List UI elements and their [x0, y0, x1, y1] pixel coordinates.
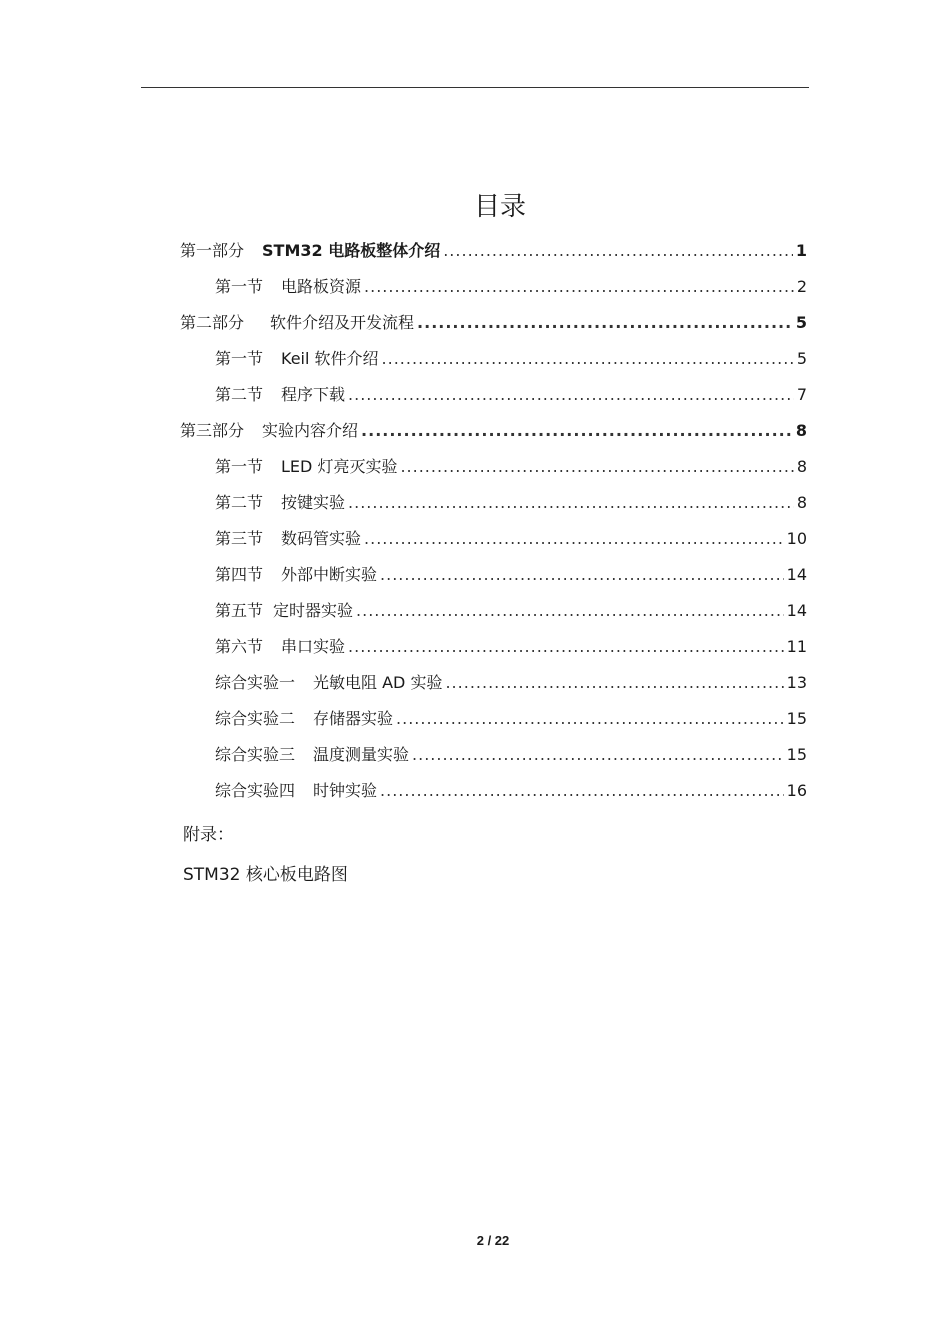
toc-entry[interactable] [215, 672, 807, 694]
leader-dots [364, 276, 794, 298]
toc-label: Keil 软件介绍 [281, 349, 379, 368]
appendix-heading: 附录： [183, 825, 234, 845]
leader-dots [396, 708, 784, 730]
toc-page-number: 11 [786, 637, 807, 656]
toc-page-number: 2 [796, 277, 807, 296]
leader-dots [348, 636, 784, 658]
toc-label: 电路板资源 [281, 277, 362, 296]
toc-page-number: 16 [786, 781, 807, 800]
leader-dots [356, 600, 784, 622]
toc-label: 按键实验 [281, 493, 346, 512]
toc-label: 数码管实验 [281, 529, 362, 548]
toc-page-number: 8 [796, 457, 807, 476]
toc-chapter: 第一节 [215, 277, 264, 296]
leader-dots [382, 348, 794, 370]
leader-dots [361, 420, 793, 442]
leader-dots [400, 456, 793, 478]
header-rule [141, 87, 809, 88]
leader-dots [417, 312, 793, 334]
toc-label: 实验内容介绍 [262, 421, 359, 440]
toc-label: 软件介绍及开发流程 [270, 313, 415, 332]
toc-chapter: 综合实验二 [215, 709, 296, 728]
toc-page-number: 7 [796, 385, 807, 404]
toc-chapter: 第五节 [215, 601, 264, 620]
toc-label: 程序下载 [281, 385, 346, 404]
toc-entry[interactable] [180, 420, 807, 442]
page-indicator: 2 / 22 [476, 1233, 510, 1248]
toc-entry[interactable] [215, 492, 807, 514]
leader-dots [380, 780, 784, 802]
toc-page-number: 1 [795, 241, 807, 260]
toc-entry[interactable] [215, 456, 807, 478]
toc-chapter: 综合实验三 [215, 745, 296, 764]
toc-entry[interactable] [215, 528, 807, 550]
toc-entry[interactable] [215, 384, 807, 406]
toc-page-number: 8 [795, 421, 807, 440]
toc-entry[interactable] [215, 348, 807, 370]
leader-dots [364, 528, 784, 550]
toc-entry[interactable] [215, 636, 807, 658]
toc-chapter: 第二节 [215, 493, 264, 512]
toc-chapter: 第二节 [215, 385, 264, 404]
toc-page-number: 14 [786, 601, 807, 620]
toc-page-number: 8 [796, 493, 807, 512]
toc-label: LED 灯亮灭实验 [281, 457, 398, 476]
toc-label: 外部中断实验 [281, 565, 378, 584]
toc-chapter: 第六节 [215, 637, 264, 656]
leader-dots [412, 744, 784, 766]
toc-page-number: 15 [786, 745, 807, 764]
toc-chapter: 综合实验四 [215, 781, 296, 800]
toc-entry[interactable] [215, 564, 807, 586]
leader-dots [443, 240, 793, 262]
toc-chapter: 第二部分 [180, 313, 245, 332]
toc-label: 光敏电阻 AD 实验 [313, 673, 443, 692]
toc-chapter: 第三节 [215, 529, 264, 548]
toc-label: 温度测量实验 [313, 745, 410, 764]
toc-chapter: 第一部分 [180, 241, 245, 260]
toc-page-number: 14 [786, 565, 807, 584]
leader-dots [445, 672, 783, 694]
toc-entry[interactable] [215, 708, 807, 730]
appendix-item: STM32 核心板电路图 [183, 865, 348, 885]
toc-label: 存储器实验 [313, 709, 394, 728]
toc-chapter: 第三部分 [180, 421, 245, 440]
toc-title: 目录 [473, 192, 526, 222]
toc-label: 时钟实验 [313, 781, 378, 800]
toc-chapter: 第一节 [215, 349, 264, 368]
toc-label: STM32 电路板整体介绍 [262, 241, 441, 260]
toc-entry[interactable] [215, 780, 807, 802]
toc-chapter: 综合实验一 [215, 673, 296, 692]
toc-page-number: 5 [795, 313, 807, 332]
toc-entry[interactable] [215, 276, 807, 298]
toc-page-number: 15 [786, 709, 807, 728]
toc-page-number: 10 [786, 529, 807, 548]
toc-entry[interactable] [215, 600, 807, 622]
toc-chapter: 第四节 [215, 565, 264, 584]
toc-page-number: 5 [796, 349, 807, 368]
leader-dots [348, 492, 794, 514]
toc-entry[interactable] [180, 312, 807, 334]
leader-dots [380, 564, 784, 586]
toc-label: 串口实验 [281, 637, 346, 656]
toc-entry[interactable] [180, 240, 807, 262]
toc-label: 定时器实验 [273, 601, 354, 620]
leader-dots [348, 384, 794, 406]
toc-page-number: 13 [786, 673, 807, 692]
toc-chapter: 第一节 [215, 457, 264, 476]
toc-entry[interactable] [215, 744, 807, 766]
